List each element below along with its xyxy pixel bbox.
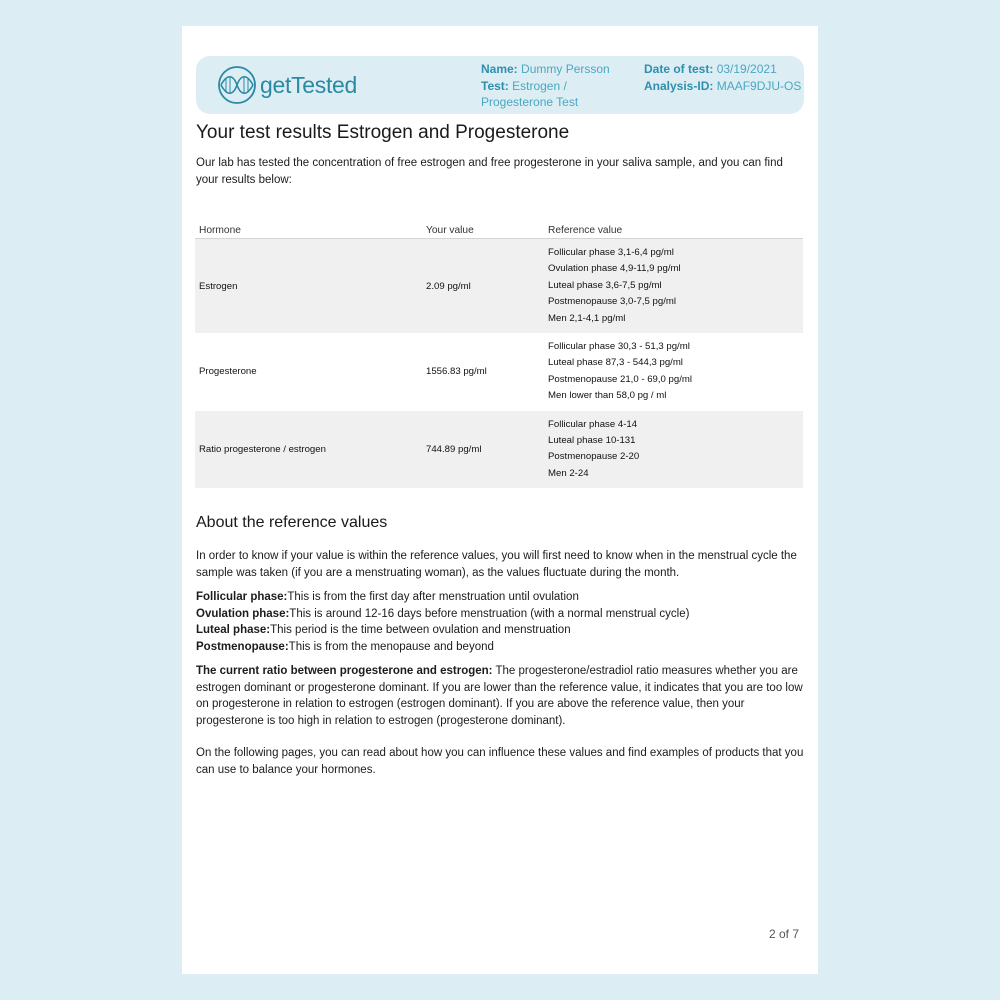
- table-header-row: [195, 220, 803, 239]
- date-value: 03/19/2021: [716, 62, 777, 76]
- reference-cell: [544, 411, 803, 489]
- reference-line: Luteal phase 3,6-7,5 pg/ml: [548, 279, 662, 291]
- hormone-cell: Progesterone: [199, 366, 257, 378]
- intro-paragraph: Our lab has tested the concentration of free estrogen and free progesterone in your saliva sample, and you can find your results below:: [196, 157, 783, 186]
- phase-text: This period is the time between ovulation and menstruation: [270, 624, 571, 636]
- reference-line: Luteal phase 87,3 - 544,3 pg/ml: [548, 357, 683, 369]
- about-paragraph: In order to know if your value is within the reference values, you will first need to know when in the menstrual cycle the sample was taken (if you are a menstruating woman), as the values fluctuate during the month.: [196, 550, 797, 579]
- ratio-label: The current ratio between progesterone and estrogen:: [196, 665, 493, 677]
- table-row: [195, 239, 803, 334]
- phase-text: This is from the menopause and beyond: [288, 640, 494, 653]
- phase-item: [196, 606, 808, 623]
- reference-cell: [544, 239, 803, 334]
- phase-label: Ovulation phase:: [196, 607, 290, 620]
- phase-definitions: [196, 589, 808, 655]
- table-row: [195, 411, 803, 489]
- name-value: Dummy Persson: [521, 62, 610, 76]
- date-line: [644, 61, 814, 78]
- phase-item: [196, 639, 808, 656]
- reference-line: Men 2,1-4,1 pg/ml: [548, 312, 626, 324]
- value-cell: 1556.83 pg/ml: [426, 366, 487, 378]
- phase-label: Postmenopause:: [196, 640, 289, 653]
- header-hormone: Hormone: [195, 220, 422, 239]
- header-reference-value: Reference value: [544, 220, 803, 239]
- reference-line: Men lower than 58,0 pg / ml: [548, 390, 667, 402]
- gettested-logo: [216, 64, 357, 106]
- phase-label: Follicular phase:: [196, 591, 288, 603]
- value-cell: 2.09 pg/ml: [422, 239, 544, 334]
- reference-line: Follicular phase 4-14: [548, 418, 638, 430]
- test-value: Estrogen / Progesterone Test: [481, 78, 579, 109]
- dna-helix-icon: [216, 64, 258, 106]
- ratio-text: The progesterone/estradiol ratio measures whether you are estrogen dominant or progesterone dominant. If you are lower than the reference value, it indicates that you are too low on progesterone in relation to estrogen (estrogen dominant). If you are above the reference value, then your progesterone is too high in relation to estrogen (progesterone dominant).: [196, 665, 803, 727]
- results-table: [195, 220, 803, 488]
- test-line: [481, 78, 631, 111]
- hormone-cell: Estrogen: [195, 239, 422, 334]
- value-cell: 744.89 pg/ml: [422, 411, 544, 489]
- analysis-line: [644, 78, 814, 95]
- name-line: [481, 61, 631, 78]
- page-title: Your test results Estrogen and Progesterone: [196, 122, 570, 143]
- page-number: 2 of 7: [768, 927, 799, 941]
- reference-line: Postmenopause 3,0-7,5 pg/ml: [548, 296, 676, 308]
- reference-line: Postmenopause 2-20: [548, 451, 640, 463]
- following-pages-paragraph: On the following pages, you can read about how you can influence these values and find examples of products that you can use to balance your hormones.: [196, 747, 804, 776]
- reference-line: Follicular phase 3,1-6,4 pg/ml: [548, 247, 674, 258]
- patient-meta: [481, 61, 631, 111]
- logo-text: getTested: [260, 71, 358, 98]
- analysis-label: Analysis-ID:: [644, 78, 714, 93]
- test-label: Test:: [481, 78, 509, 93]
- reference-line: Ovulation phase 4,9-11,9 pg/ml: [548, 263, 681, 275]
- phase-item: [196, 589, 808, 606]
- hormone-cell: Ratio progesterone / estrogen: [195, 411, 422, 489]
- header-your-value: Your value: [422, 220, 544, 239]
- analysis-value: MAAF9DJU-OS: [716, 78, 802, 93]
- reference-line: Postmenopause 21,0 - 69,0 pg/ml: [548, 373, 692, 385]
- document-page: [182, 26, 818, 974]
- phase-item: [196, 622, 808, 639]
- name-label: Name:: [481, 62, 518, 76]
- about-heading: About the reference values: [196, 514, 388, 531]
- reference-line: Follicular phase 30,3 - 51,3 pg/ml: [548, 341, 690, 353]
- phase-label: Luteal phase:: [196, 624, 271, 636]
- phase-text: This is from the first day after menstruation until ovulation: [287, 591, 579, 603]
- ratio-paragraph: [196, 663, 808, 729]
- phase-text: This is around 12-16 days before menstruation (with a normal menstrual cycle): [289, 607, 690, 620]
- reference-cell: [544, 333, 803, 411]
- date-label: Date of test:: [644, 62, 714, 76]
- report-header: [196, 56, 804, 114]
- analysis-meta: [644, 61, 814, 94]
- table-row: [195, 333, 803, 411]
- reference-line: Men 2-24: [548, 467, 589, 479]
- reference-line: Luteal phase 10-131: [548, 435, 636, 447]
